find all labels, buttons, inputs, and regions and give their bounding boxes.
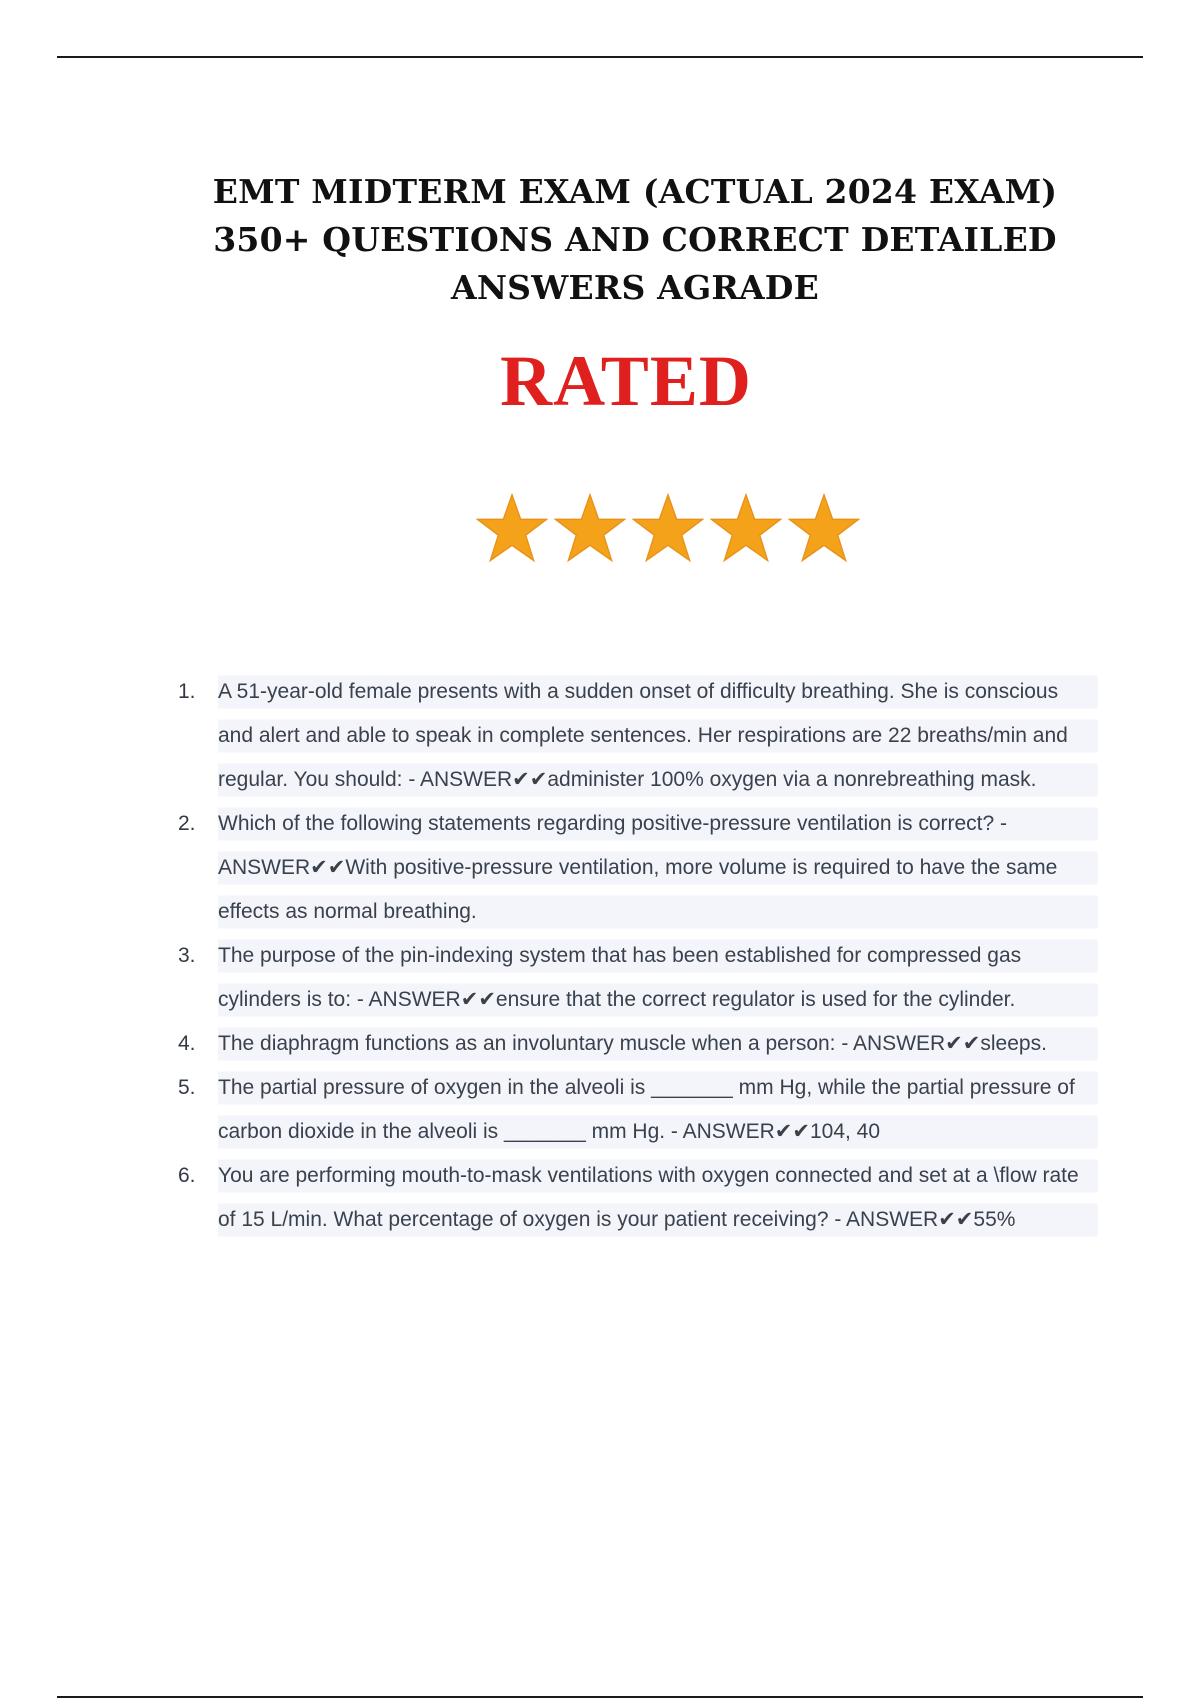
question-text: The diaphragm functions as an involuntary muscle when a person: - ANSWER✔✔sleeps. — [218, 1022, 1098, 1066]
star-icon — [632, 492, 704, 564]
question-text: The purpose of the pin-indexing system that has been established for compressed gas cylinders is to: - ANSWER✔✔ensure that the correct regulator is used for the cylinder. — [218, 934, 1098, 1022]
document-title — [150, 168, 1120, 312]
question-text: The partial pressure of oxygen in the alveoli is _______ mm Hg, while the partial pressure of carbon dioxide in the alveoli is _______ mm Hg. - ANSWER✔✔104, 40 — [218, 1066, 1098, 1154]
question-item — [178, 934, 1098, 1022]
title-line-2: 350+ QUESTIONS AND CORRECT DETAILED — [213, 220, 1057, 259]
title-line-1: EMT MIDTERM EXAM (ACTUAL 2024 EXAM) — [212, 172, 1058, 211]
bottom-rule — [57, 1696, 1143, 1698]
question-text: A 51-year-old female presents with a sudden onset of difficulty breathing. She is conscious and alert and able to speak in complete sentences. Her respirations are 22 breaths/min and regular. You should: - ANSWER✔✔administer 100% oxygen via a nonrebreathing mask. — [218, 670, 1098, 802]
question-number: 1. — [178, 680, 196, 703]
star-icon — [554, 492, 626, 564]
question-number: 6. — [178, 1164, 196, 1187]
star-rating — [476, 492, 860, 568]
question-list — [178, 670, 1098, 1242]
question-number: 2. — [178, 812, 196, 835]
star-icon — [788, 492, 860, 564]
question-item — [178, 802, 1098, 934]
star-icon — [710, 492, 782, 564]
question-text: You are performing mouth-to-mask ventilations with oxygen connected and set at a \flow rate of 15 L/min. What percentage of oxygen is your patient receiving? - ANSWER✔✔55% — [218, 1154, 1098, 1242]
question-text: Which of the following statements regarding positive-pressure ventilation is correct? - ANSWER✔✔With positive-pressure ventilation, more volume is required to have the same effects as normal breathing. — [218, 802, 1098, 934]
question-item — [178, 1022, 1098, 1066]
top-rule — [57, 56, 1143, 58]
question-item — [178, 1066, 1098, 1154]
rated-label: RATED — [500, 341, 752, 421]
question-number: 4. — [178, 1032, 196, 1055]
question-number: 5. — [178, 1076, 196, 1099]
question-number: 3. — [178, 944, 196, 967]
title-line-3: ANSWERS AGRADE — [451, 268, 819, 307]
star-icon — [476, 492, 548, 564]
question-item — [178, 1154, 1098, 1242]
question-item — [178, 670, 1098, 802]
